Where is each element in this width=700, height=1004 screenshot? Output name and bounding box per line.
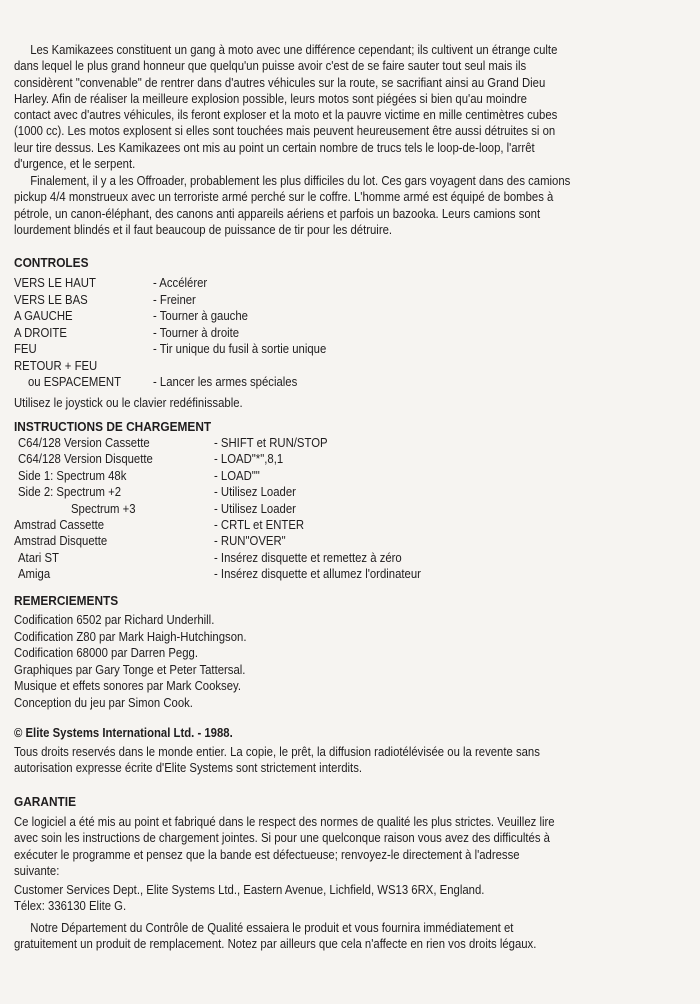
warranty-heading: GARANTIE bbox=[14, 794, 76, 809]
loading-platform: Side 2: Spectrum +2 bbox=[18, 485, 122, 500]
loading-command: - LOAD"*",8,1 bbox=[214, 452, 284, 467]
credit-line: Codification 68000 par Darren Pegg. bbox=[14, 646, 198, 661]
loading-row bbox=[214, 551, 402, 565]
loading-row bbox=[214, 518, 304, 532]
control-key: A GAUCHE bbox=[14, 309, 73, 323]
copyright-title: © Elite Systems International Ltd. - 1988. bbox=[14, 726, 233, 740]
credit-line: Codification 6502 par Richard Underhill. bbox=[14, 613, 215, 627]
warranty-paragraph-2 bbox=[14, 920, 536, 953]
credits-list bbox=[14, 612, 246, 712]
text-line: Ce logiciel a été mis au point et fabriqué dans le respect des normes de qualité les plus strictes. Veuillez lire bbox=[14, 815, 555, 829]
text-line: leur tire dessus. Les Kamikazees ont mis au point un certain nombre de trucs tels le loop-de-loop, l'arrêt bbox=[14, 140, 535, 155]
loading-platform: Amstrad Disquette bbox=[14, 534, 108, 549]
intro-paragraph-1 bbox=[14, 42, 557, 172]
loading-row bbox=[214, 452, 283, 466]
controls-row bbox=[153, 293, 196, 307]
controls-row bbox=[14, 276, 96, 290]
text-line: suivante: bbox=[14, 863, 60, 878]
control-key: VERS LE HAUT bbox=[14, 276, 96, 290]
control-action: - Tourner à droite bbox=[153, 325, 240, 340]
credits-heading: REMERCIEMENTS bbox=[14, 593, 119, 608]
controls-row bbox=[14, 342, 37, 356]
text-line: Finalement, il y a les Offroader, probablement les plus difficiles du lot. Ces gars voyagent dans des camions bbox=[30, 174, 571, 188]
text-line: exécuter le programme et pensez que la bande est défectueuse; renvoyez-le directement à l'adresse bbox=[14, 847, 520, 862]
loading-platform: Spectrum +3 bbox=[71, 501, 136, 516]
loading-row bbox=[214, 502, 296, 516]
controls-heading: CONTROLES bbox=[14, 255, 89, 270]
loading-row bbox=[18, 551, 59, 565]
text-line: (1000 cc). Les motos explosent si elles sont touchées mais peuvent heureusement être aussi détruites si on bbox=[14, 124, 556, 139]
loading-row bbox=[14, 534, 107, 548]
text-line: pickup 4/4 monstrueux avec un terroriste armé perché sur le coffre. L'homme armé est équipé de bombes à bbox=[14, 190, 554, 205]
loading-row bbox=[18, 485, 121, 499]
credit-line: Codification Z80 par Mark Haigh-Hutchingson. bbox=[14, 629, 247, 644]
loading-row bbox=[214, 469, 260, 483]
loading-row bbox=[18, 567, 50, 581]
control-action: - Tourner à gauche bbox=[153, 309, 248, 323]
warranty-address bbox=[14, 882, 484, 915]
controls-row bbox=[14, 309, 73, 323]
loading-platform: Atari ST bbox=[18, 550, 59, 565]
loading-platform: C64/128 Version Disquette bbox=[18, 452, 153, 467]
controls-row bbox=[14, 293, 88, 307]
text-line: d'urgence, et le serpent. bbox=[14, 157, 136, 172]
loading-row bbox=[214, 436, 328, 450]
intro-paragraph-2 bbox=[14, 173, 570, 238]
text-line: considèrent "convenable" de rentrer dans d'autres véhicules sur la route, se sacrifiant ainsi au Grand Dieu bbox=[14, 75, 546, 90]
text-line: gratuitement un produit de remplacement. Notez par ailleurs que cela n'affecte en rien vos droits légaux. bbox=[14, 937, 537, 952]
loading-command: - RUN"OVER" bbox=[214, 534, 286, 549]
control-key: VERS LE BAS bbox=[14, 292, 88, 307]
loading-row bbox=[18, 436, 150, 450]
loading-command: - Utilisez Loader bbox=[214, 485, 296, 500]
control-action: - Lancer les armes spéciales bbox=[153, 375, 298, 389]
text-line: lourdement blindés et il faut beaucoup de puissance de tir pour les détruire. bbox=[14, 222, 393, 237]
loading-platform: Amiga bbox=[18, 567, 51, 582]
address-line: Télex: 336130 Elite G. bbox=[14, 899, 127, 914]
controls-row bbox=[153, 342, 326, 356]
loading-command: - Utilisez Loader bbox=[214, 501, 296, 516]
text-line: contact avec d'autres véhicules, ils feront exploser et la moto et la pauvre victime en mille centimètres cubes bbox=[14, 108, 558, 123]
control-action: - Freiner bbox=[153, 292, 196, 307]
loading-platform: Side 1: Spectrum 48k bbox=[18, 468, 127, 483]
control-key: RETOUR + FEU bbox=[14, 358, 98, 373]
text-line: pétrole, un canon-éléphant, des canons anti appareils aériens et parfois un bazooka. Leurs camions sont bbox=[14, 206, 541, 221]
text-line: dans lequel le plus grand honneur que quelqu'un puisse avoir c'est de se faire sauter tout seul mais ils bbox=[14, 59, 527, 74]
control-key: ou ESPACEMENT bbox=[28, 375, 122, 389]
loading-row bbox=[214, 485, 296, 499]
loading-command: - SHIFT et RUN/STOP bbox=[214, 436, 328, 450]
loading-row bbox=[214, 567, 421, 581]
address-line: Customer Services Dept., Elite Systems Ltd., Eastern Avenue, Lichfield, WS13 6RX, England. bbox=[14, 883, 485, 897]
controls-row bbox=[153, 326, 239, 340]
copyright-text bbox=[14, 744, 540, 777]
control-key: FEU bbox=[14, 342, 37, 356]
text-line: Les Kamikazees constituent un gang à moto avec une différence cependant; ils cultivent un étrange culte bbox=[30, 43, 558, 57]
loading-command: - LOAD"" bbox=[214, 468, 260, 483]
credit-line: Musique et effets sonores par Mark Cooksey. bbox=[14, 679, 242, 694]
controls-row bbox=[153, 375, 297, 389]
text-line: avec soin les instructions de chargement jointes. Si pour une quelconque raison vous avez des difficultés à bbox=[14, 831, 550, 846]
loading-command: - Insérez disquette et allumez l'ordinateur bbox=[214, 567, 421, 582]
controls-row bbox=[153, 276, 207, 290]
loading-row bbox=[71, 502, 136, 516]
loading-command: - Insérez disquette et remettez à zéro bbox=[214, 550, 402, 565]
control-action: - Accélérer bbox=[153, 276, 208, 290]
warranty-paragraph-1 bbox=[14, 814, 555, 879]
controls-row bbox=[14, 359, 97, 373]
text-line: autorisation expresse écrite d'Elite Systems sont strictement interdits. bbox=[14, 761, 363, 776]
loading-heading: INSTRUCTIONS DE CHARGEMENT bbox=[14, 419, 212, 434]
text-line: Notre Département du Contrôle de Qualité essaiera le produit et vous fournira immédiatement et bbox=[30, 921, 514, 935]
controls-note: Utilisez le joystick ou le clavier redéfinissable. bbox=[14, 396, 243, 410]
controls-row bbox=[28, 375, 121, 389]
text-line: Harley. Afin de réaliser la meilleure explosion possible, leurs motos sont piégées si bien qu'au moindre bbox=[14, 91, 527, 106]
text-line: Tous droits reservés dans le monde entier. La copie, le prêt, la diffusion radiotélévisée ou la revente sans bbox=[14, 745, 540, 759]
control-key: A DROITE bbox=[14, 325, 67, 340]
controls-row bbox=[153, 309, 248, 323]
loading-platform: C64/128 Version Cassette bbox=[18, 436, 150, 450]
credit-line: Conception du jeu par Simon Cook. bbox=[14, 695, 193, 710]
loading-row bbox=[214, 534, 286, 548]
control-action: - Tir unique du fusil à sortie unique bbox=[153, 342, 327, 356]
loading-row bbox=[18, 452, 153, 466]
loading-row bbox=[18, 469, 126, 483]
loading-platform: Amstrad Cassette bbox=[14, 518, 105, 532]
loading-row bbox=[14, 518, 104, 532]
loading-command: - CRTL et ENTER bbox=[214, 518, 305, 532]
controls-row bbox=[14, 326, 67, 340]
credit-line: Graphiques par Gary Tonge et Peter Tattersal. bbox=[14, 662, 246, 677]
